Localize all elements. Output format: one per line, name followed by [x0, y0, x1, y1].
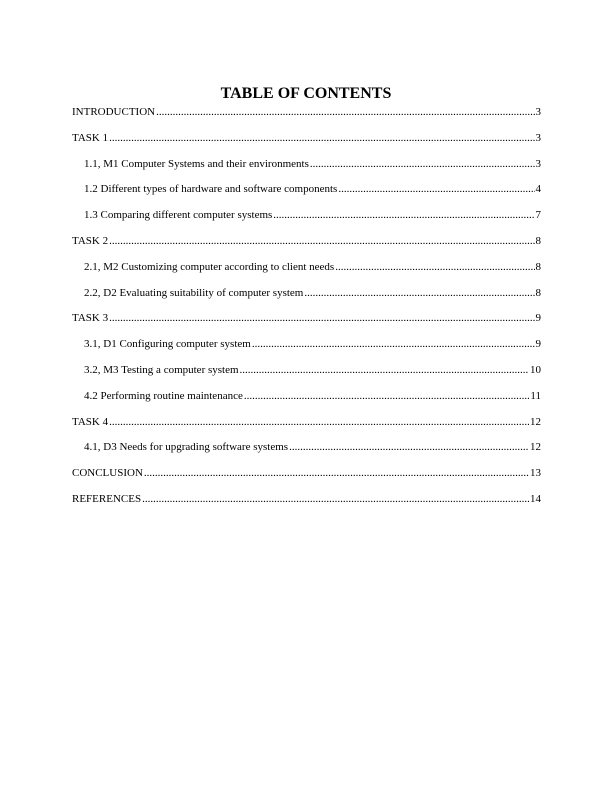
toc-entry[interactable] — [72, 231, 541, 257]
toc-entry-page-number: 8 — [535, 234, 541, 247]
toc-entry[interactable] — [72, 386, 541, 412]
toc-entry-page-number: 12 — [530, 441, 541, 454]
toc-entry-page-number: 9 — [535, 312, 541, 325]
toc-entry-page-number: 10 — [530, 363, 541, 376]
toc-dot-leader — [289, 437, 529, 457]
toc-dot-leader — [335, 257, 534, 277]
toc-entry[interactable] — [72, 489, 541, 515]
toc-dot-leader — [109, 128, 534, 148]
toc-entry-page-number: 3 — [535, 157, 541, 170]
toc-entry[interactable] — [72, 102, 541, 128]
toc-dot-leader — [109, 412, 529, 432]
toc-dot-leader — [156, 102, 534, 122]
toc-dot-leader — [142, 489, 529, 509]
toc-entry-label: 1.3 Comparing different computer systems — [84, 209, 273, 222]
toc-entry[interactable] — [72, 257, 541, 283]
toc-entry-label: 4.2 Performing routine maintenance — [84, 389, 243, 402]
toc-entry-page-number: 8 — [535, 260, 541, 273]
toc-entry-page-number: 3 — [535, 106, 541, 118]
toc-entry[interactable] — [72, 412, 541, 438]
toc-entry-label: 3.2, M3 Testing a computer system — [84, 363, 239, 376]
toc-dot-leader — [109, 231, 534, 251]
toc-entry-label: 2.2, D2 Evaluating suitability of computer system — [84, 286, 304, 299]
toc-entry-page-number: 14 — [530, 492, 541, 505]
toc-entry[interactable] — [72, 334, 541, 360]
toc-dot-leader — [240, 360, 529, 380]
toc-list — [72, 102, 541, 515]
toc-entry-label: TASK 1 — [72, 131, 109, 144]
toc-entry[interactable] — [72, 154, 541, 180]
toc-entry-label: CONCLUSION — [72, 467, 143, 480]
toc-entry-label: 3.1, D1 Configuring computer system — [84, 338, 251, 351]
toc-dot-leader — [273, 205, 534, 225]
toc-entry[interactable] — [72, 463, 541, 489]
toc-dot-leader — [144, 463, 529, 483]
toc-dot-leader — [304, 283, 534, 303]
toc-entry[interactable] — [72, 308, 541, 334]
toc-entry[interactable] — [72, 205, 541, 231]
toc-entry-label: 4.1, D3 Needs for upgrading software systems — [84, 441, 289, 454]
toc-entry[interactable] — [72, 283, 541, 309]
toc-entry-label: INTRODUCTION — [72, 106, 156, 118]
toc-entry[interactable] — [72, 360, 541, 386]
toc-entry-label: 1.1, M1 Computer Systems and their environments — [84, 157, 309, 170]
toc-entry-label: TASK 4 — [72, 415, 109, 428]
toc-entry-label: 2.1, M2 Customizing computer according to client needs — [84, 260, 335, 273]
toc-entry-page-number: 11 — [530, 389, 541, 402]
toc-entry-page-number: 4 — [535, 183, 541, 196]
toc-entry-label: TASK 2 — [72, 234, 109, 247]
toc-entry-page-number: 13 — [530, 467, 541, 480]
toc-entry-page-number: 7 — [535, 209, 541, 222]
toc-dot-leader — [252, 334, 535, 354]
toc-entry-page-number: 3 — [535, 131, 541, 144]
toc-dot-leader — [244, 386, 530, 406]
toc-entry[interactable] — [72, 437, 541, 463]
toc-entry-page-number: 12 — [530, 415, 541, 428]
toc-entry[interactable] — [72, 179, 541, 205]
toc-entry-label: 1.2 Different types of hardware and software components — [84, 183, 338, 196]
toc-entry-page-number: 8 — [535, 286, 541, 299]
toc-title: TABLE OF CONTENTS — [220, 85, 392, 102]
toc-entry-page-number: 9 — [535, 338, 541, 351]
toc-entry-label: TASK 3 — [72, 312, 109, 325]
toc-dot-leader — [338, 179, 534, 199]
toc-dot-leader — [109, 308, 534, 328]
toc-entry[interactable] — [72, 128, 541, 154]
toc-dot-leader — [310, 154, 535, 174]
toc-entry-label: REFERENCES — [72, 492, 142, 505]
